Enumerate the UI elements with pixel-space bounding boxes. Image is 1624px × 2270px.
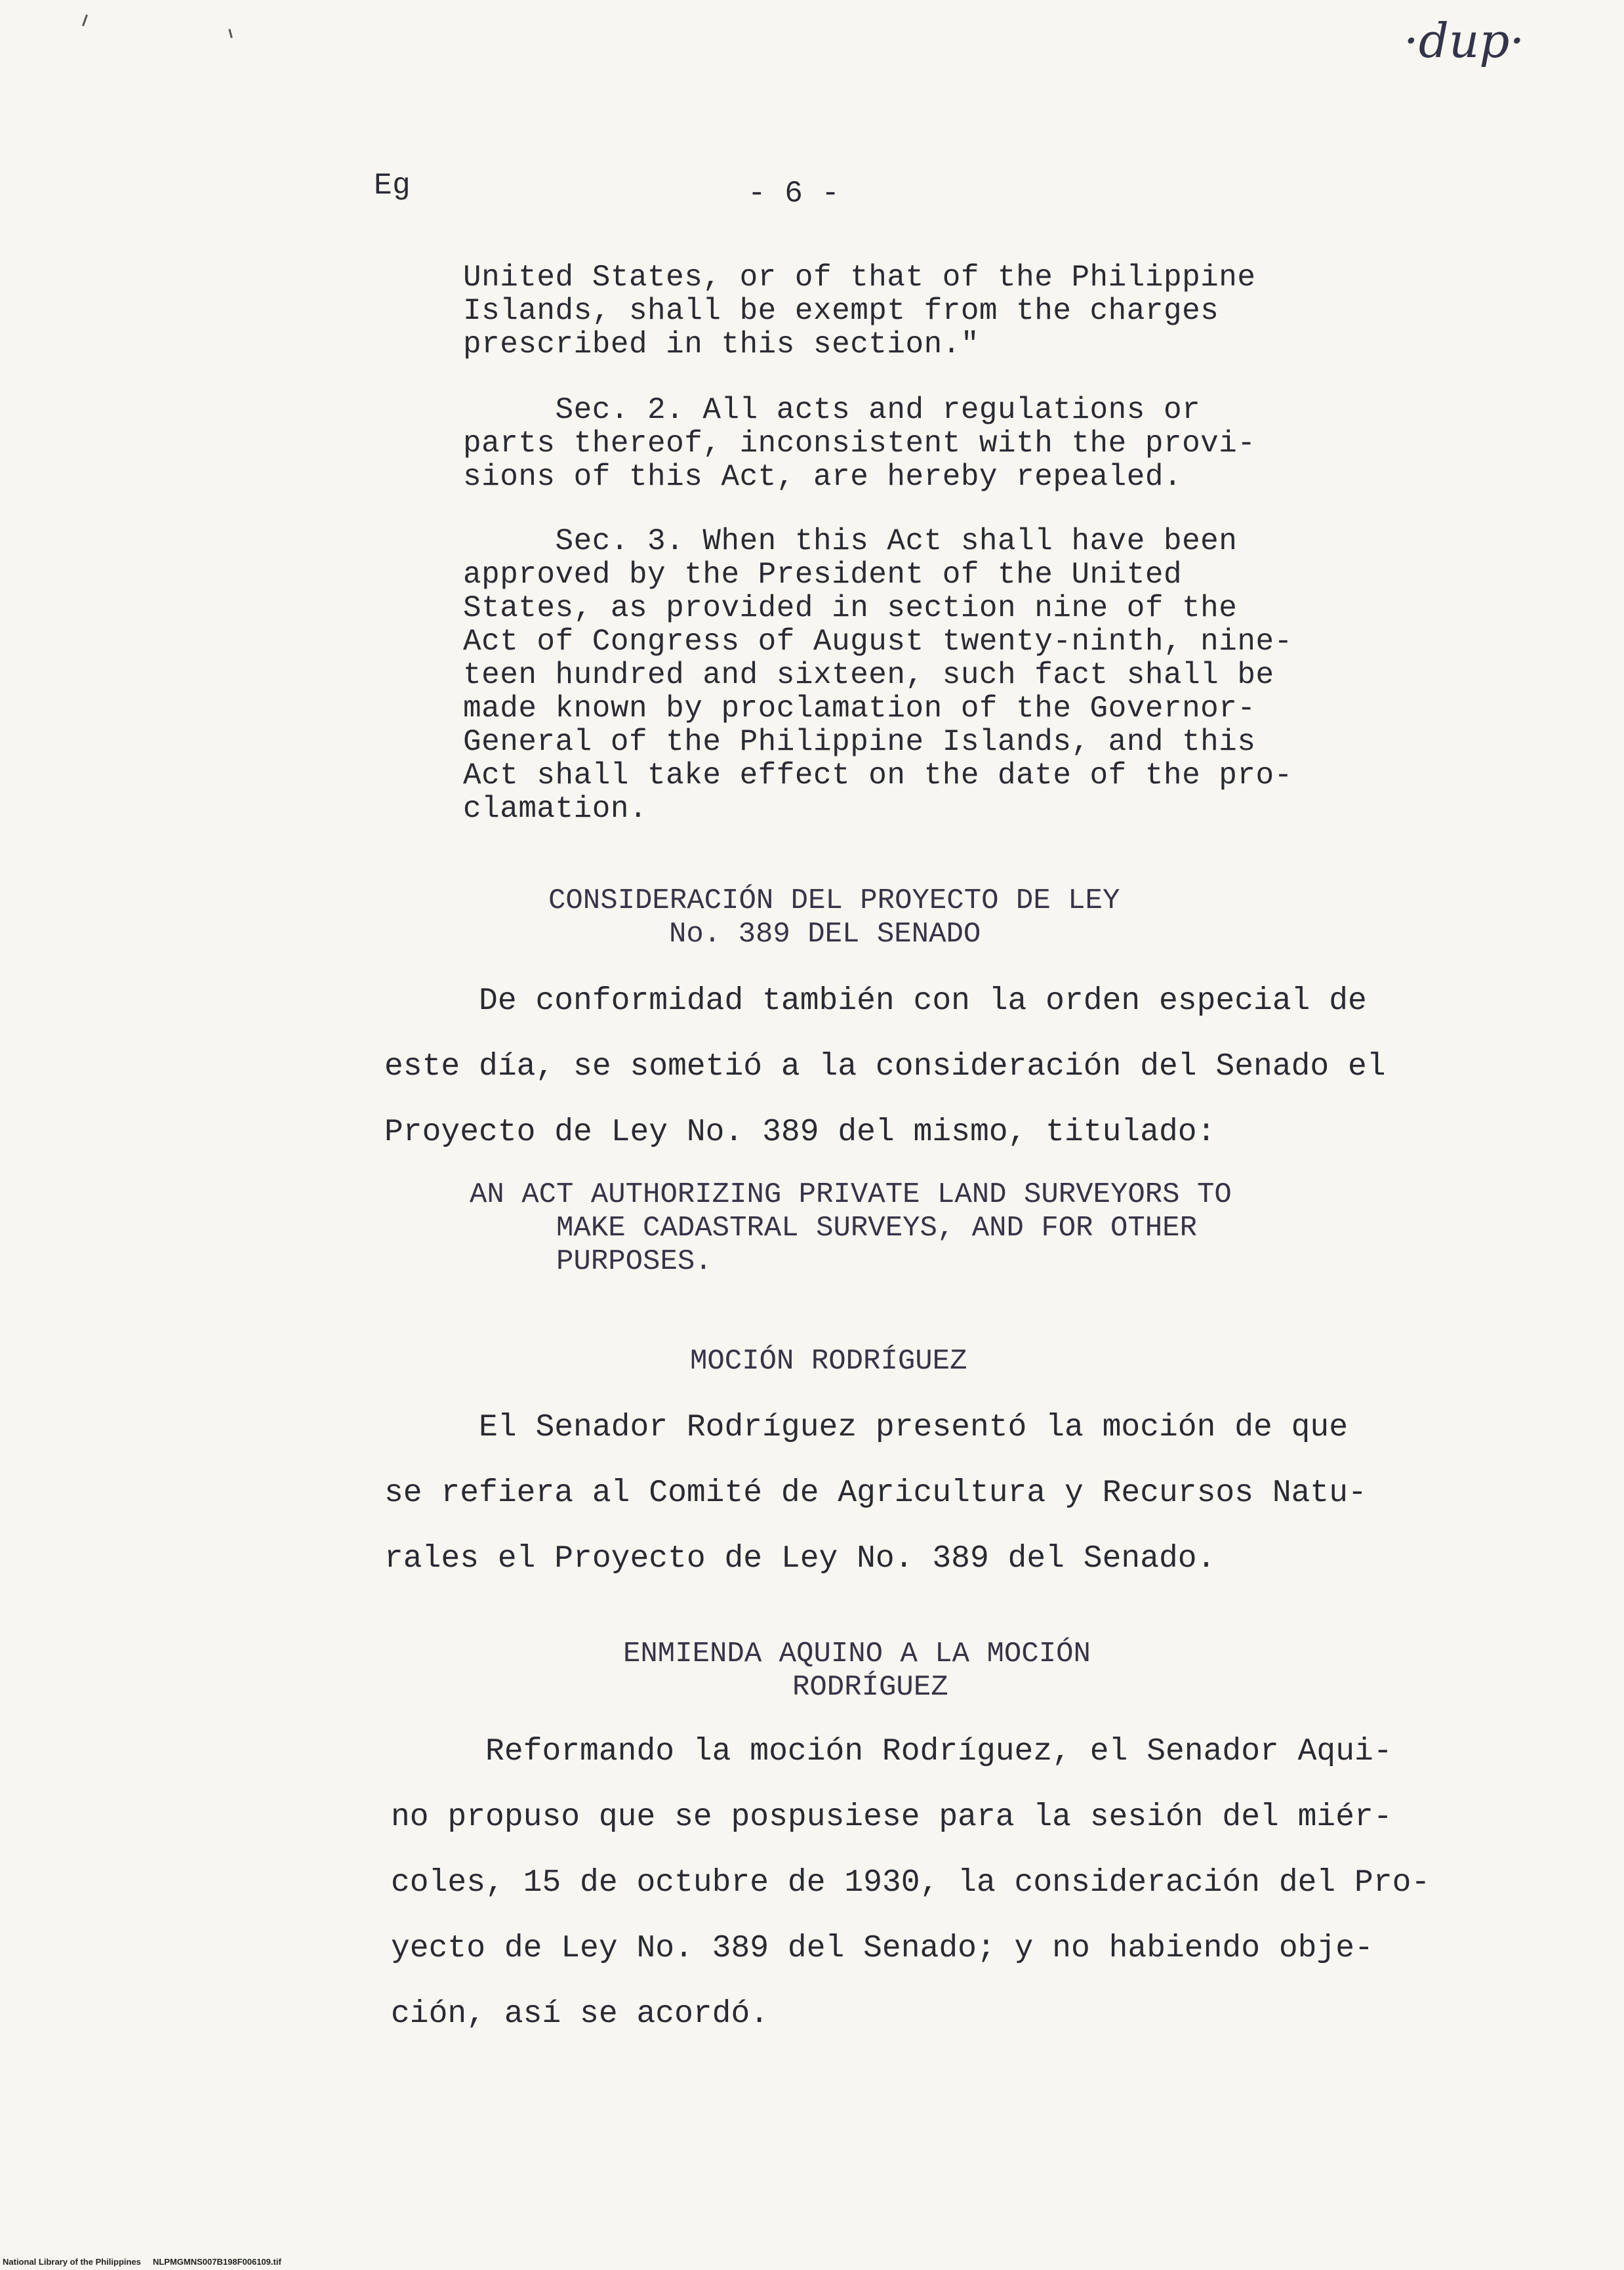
bill-title-line: PURPOSES.: [470, 1245, 712, 1278]
handwritten-annotation: ·dup·: [1404, 13, 1525, 68]
text-line: parts thereof, inconsistent with the provi-: [463, 426, 1256, 461]
text-line: rales el Proyecto de Ley No. 389 del Senado.: [384, 1541, 1216, 1577]
scan-speck: [82, 14, 88, 26]
text-line: yecto de Ley No. 389 del Senado; y no habiendo obje-: [391, 1931, 1373, 1966]
text-line: coles, 15 de octubre de 1930, la consideración del Pro-: [391, 1865, 1431, 1901]
text-line: se refiera al Comité de Agricultura y Recursos Natu-: [384, 1476, 1367, 1511]
text-line: teen hundred and sixteen, such fact shall be: [463, 658, 1274, 692]
text-line: prescribed in this section.": [463, 327, 979, 361]
text-line: Reformando la moción Rodríguez, el Senador Aqui-: [391, 1734, 1392, 1769]
text-line: General of the Philippine Islands, and this: [463, 725, 1256, 759]
text-line: Sec. 2. All acts and regulations or: [463, 393, 1201, 427]
text-line: United States, or of that of the Philippine: [463, 260, 1256, 295]
text-line: Islands, shall be exempt from the charges: [463, 294, 1219, 328]
text-line: El Senador Rodríguez presentó la moción de que: [384, 1410, 1349, 1445]
section-heading-mocion-rodriguez: MOCIÓN RODRÍGUEZ: [690, 1345, 967, 1378]
heading-line: CONSIDERACIÓN DEL PROYECTO DE LEY: [548, 884, 1120, 917]
text-line: clamation.: [463, 792, 648, 826]
text-line: este día, se sometió a la consideración del Senado el: [384, 1049, 1386, 1084]
heading-line: No. 389 DEL SENADO: [669, 918, 981, 951]
text-line: States, as provided in section nine of the: [463, 591, 1238, 625]
text-line: sions of this Act, are hereby repealed.: [463, 460, 1183, 494]
archive-footer: National Library of the Philippines NLPMGMNS007B198F006109.tif: [3, 2257, 281, 2267]
typist-initials: Eg: [374, 169, 411, 203]
text-line: Act shall take effect on the date of the pro-: [463, 758, 1293, 793]
text-line: Sec. 3. When this Act shall have been: [463, 524, 1238, 558]
bill-title-line: MAKE CADASTRAL SURVEYS, AND FOR OTHER: [470, 1212, 1197, 1245]
text-line: approved by the President of the United: [463, 558, 1183, 592]
text-line: De conformidad también con la orden especial de: [384, 983, 1367, 1019]
heading-line: RODRÍGUEZ: [792, 1671, 948, 1704]
text-line: Proyecto de Ley No. 389 del mismo, titulado:: [384, 1115, 1216, 1150]
text-line: made known by proclamation of the Governor-: [463, 691, 1256, 726]
text-line: no propuso que se pospusiese para la sesión del miér-: [391, 1800, 1392, 1835]
text-line: ción, así se acordó.: [391, 1996, 769, 2032]
page-number: - 6 -: [748, 176, 840, 211]
scan-speck: [228, 29, 233, 38]
bill-title-line: AN ACT AUTHORIZING PRIVATE LAND SURVEYORS TO: [470, 1178, 1232, 1211]
text-line: Act of Congress of August twenty-ninth, nine-: [463, 625, 1293, 659]
heading-line: ENMIENDA AQUINO A LA MOCIÓN: [623, 1638, 1091, 1670]
